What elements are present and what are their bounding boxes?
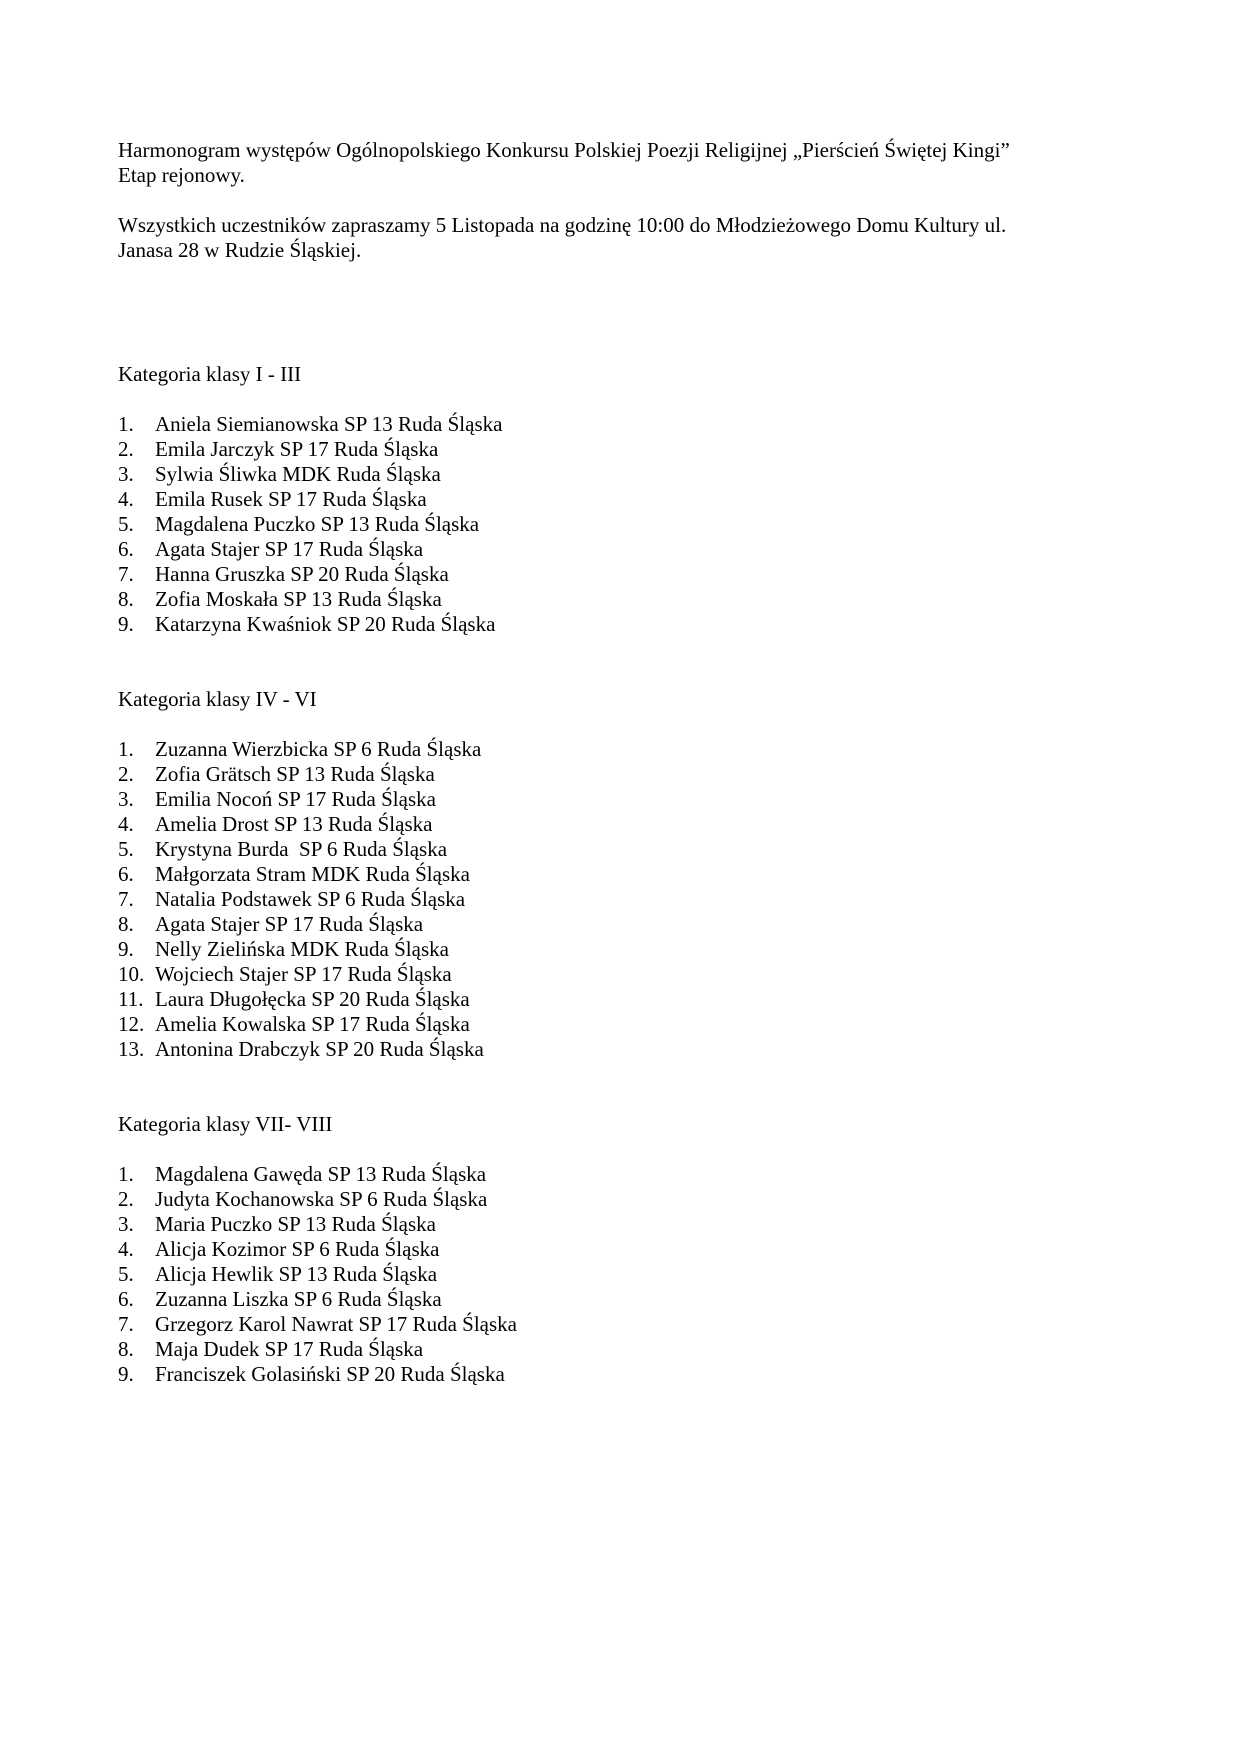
list-item-number: 10. — [118, 962, 145, 986]
list-item — [118, 762, 1128, 787]
list-item-number: 2. — [118, 1187, 134, 1211]
participant-entry: Maria Puczko SP 13 Ruda Śląska — [155, 1212, 436, 1236]
list-item — [118, 1362, 1128, 1387]
list-item — [118, 887, 1128, 912]
list-item-number: 8. — [118, 1337, 134, 1361]
list-item — [118, 437, 1128, 462]
intro-section — [118, 138, 1128, 263]
participant-entry: Alicja Hewlik SP 13 Ruda Śląska — [155, 1262, 438, 1286]
list-item — [118, 1212, 1128, 1237]
list-item-number: 3. — [118, 1212, 134, 1236]
list-item-number: 13. — [118, 1037, 145, 1061]
list-item — [118, 412, 1128, 437]
list-item — [118, 587, 1128, 612]
list-item-number: 8. — [118, 912, 134, 936]
participant-entry: Zofia Grätsch SP 13 Ruda Śląska — [155, 762, 435, 786]
list-item-number: 2. — [118, 762, 134, 786]
list-item-number: 7. — [118, 887, 134, 911]
list-item — [118, 737, 1128, 762]
list-item — [118, 1262, 1128, 1287]
participant-entry: Hanna Gruszka SP 20 Ruda Śląska — [155, 562, 449, 586]
participant-entry: Maja Dudek SP 17 Ruda Śląska — [155, 1337, 424, 1361]
list-item — [118, 862, 1128, 887]
list-item-number: 9. — [118, 612, 134, 636]
participant-entry: Nelly Zielińska MDK Ruda Śląska — [155, 937, 449, 961]
list-item — [118, 1337, 1128, 1362]
list-item-number: 5. — [118, 1262, 134, 1286]
participant-list — [118, 737, 1128, 1062]
list-item-number: 9. — [118, 1362, 134, 1386]
participant-entry: Amelia Drost SP 13 Ruda Śląska — [155, 812, 433, 836]
list-item-number: 5. — [118, 512, 134, 536]
participant-entry: Magdalena Puczko SP 13 Ruda Śląska — [155, 512, 480, 536]
participant-entry: Zuzanna Wierzbicka SP 6 Ruda Śląska — [155, 737, 482, 761]
invitation-paragraph — [118, 213, 1128, 263]
list-item — [118, 1312, 1128, 1337]
participant-entry: Aniela Siemianowska SP 13 Ruda Śląska — [155, 412, 503, 436]
list-item-number: 11. — [118, 987, 144, 1011]
stage-label: Etap rejonowy. — [118, 163, 245, 187]
list-item — [118, 837, 1128, 862]
list-item-number: 4. — [118, 812, 134, 836]
list-item — [118, 1162, 1128, 1187]
category-section-2 — [118, 687, 1128, 1062]
list-item — [118, 462, 1128, 487]
list-item — [118, 937, 1128, 962]
list-item — [118, 787, 1128, 812]
list-item-number: 7. — [118, 562, 134, 586]
invitation-text-line-1: Wszystkich uczestników zapraszamy 5 Listopada na godzinę 10:00 do Młodzieżowego Domu Kultury ul. — [118, 213, 1007, 237]
list-item-number: 2. — [118, 437, 134, 461]
participant-entry: Emilia Nocoń SP 17 Ruda Śląska — [155, 787, 436, 811]
participant-entry: Agata Stajer SP 17 Ruda Śląska — [155, 537, 424, 561]
invitation-text-line-2: Janasa 28 w Rudzie Śląskiej. — [118, 238, 362, 262]
participant-list — [118, 1162, 1128, 1387]
list-item — [118, 1237, 1128, 1262]
list-item — [118, 812, 1128, 837]
participant-entry: Alicja Kozimor SP 6 Ruda Śląska — [155, 1237, 440, 1261]
participant-entry: Małgorzata Stram MDK Ruda Śląska — [155, 862, 470, 886]
list-item — [118, 962, 1128, 987]
list-item-number: 1. — [118, 737, 134, 761]
participant-entry: Zuzanna Liszka SP 6 Ruda Śląska — [155, 1287, 442, 1311]
list-item-number: 1. — [118, 1162, 134, 1186]
category-section-1 — [118, 362, 1128, 637]
participant-list — [118, 412, 1128, 637]
list-item — [118, 487, 1128, 512]
participant-entry: Laura Długołęcka SP 20 Ruda Śląska — [155, 987, 470, 1011]
participant-entry: Katarzyna Kwaśniok SP 20 Ruda Śląska — [155, 612, 496, 636]
list-item — [118, 612, 1128, 637]
participant-entry: Magdalena Gawęda SP 13 Ruda Śląska — [155, 1162, 487, 1186]
list-item-number: 7. — [118, 1312, 134, 1336]
list-item-number: 5. — [118, 837, 134, 861]
document-page — [118, 138, 1128, 1387]
list-item-number: 3. — [118, 462, 134, 486]
participant-entry: Krystyna Burda SP 6 Ruda Śląska — [155, 837, 448, 861]
list-item-number: 6. — [118, 1287, 134, 1311]
participant-entry: Agata Stajer SP 17 Ruda Śląska — [155, 912, 424, 936]
participant-entry: Sylwia Śliwka MDK Ruda Śląska — [155, 462, 441, 486]
participant-entry: Antonina Drabczyk SP 20 Ruda Śląska — [155, 1037, 484, 1061]
list-item — [118, 1287, 1128, 1312]
list-item-number: 12. — [118, 1012, 145, 1036]
participant-entry: Judyta Kochanowska SP 6 Ruda Śląska — [155, 1187, 488, 1211]
category-title: Kategoria klasy I - III — [118, 362, 302, 386]
participant-entry: Emila Jarczyk SP 17 Ruda Śląska — [155, 437, 439, 461]
participant-entry: Franciszek Golasiński SP 20 Ruda Śląska — [155, 1362, 505, 1386]
list-item — [118, 512, 1128, 537]
list-item — [118, 912, 1128, 937]
participant-entry: Zofia Moskała SP 13 Ruda Śląska — [155, 587, 442, 611]
list-item — [118, 537, 1128, 562]
participant-entry: Grzegorz Karol Nawrat SP 17 Ruda Śląska — [155, 1312, 517, 1336]
list-item-number: 8. — [118, 587, 134, 611]
list-item — [118, 1187, 1128, 1212]
participant-entry: Natalia Podstawek SP 6 Ruda Śląska — [155, 887, 466, 911]
list-item — [118, 562, 1128, 587]
list-item — [118, 1037, 1128, 1062]
list-item — [118, 1012, 1128, 1037]
list-item-number: 4. — [118, 487, 134, 511]
list-item-number: 9. — [118, 937, 134, 961]
list-item-number: 4. — [118, 1237, 134, 1261]
category-section-3 — [118, 1112, 1128, 1387]
participant-entry: Emila Rusek SP 17 Ruda Śląska — [155, 487, 427, 511]
list-item-number: 6. — [118, 862, 134, 886]
list-item-number: 1. — [118, 412, 134, 436]
list-item — [118, 987, 1128, 1012]
document-title: Harmonogram występów Ogólnopolskiego Konkursu Polskiej Poezji Religijnej „Pierścień Świętej Kingi” — [118, 138, 1010, 162]
participant-entry: Amelia Kowalska SP 17 Ruda Śląska — [155, 1012, 470, 1036]
category-title: Kategoria klasy VII- VIII — [118, 1112, 333, 1136]
participant-entry: Wojciech Stajer SP 17 Ruda Śląska — [155, 962, 452, 986]
category-title: Kategoria klasy IV - VI — [118, 687, 317, 711]
heading-paragraph — [118, 138, 1128, 188]
list-item-number: 3. — [118, 787, 134, 811]
list-item-number: 6. — [118, 537, 134, 561]
